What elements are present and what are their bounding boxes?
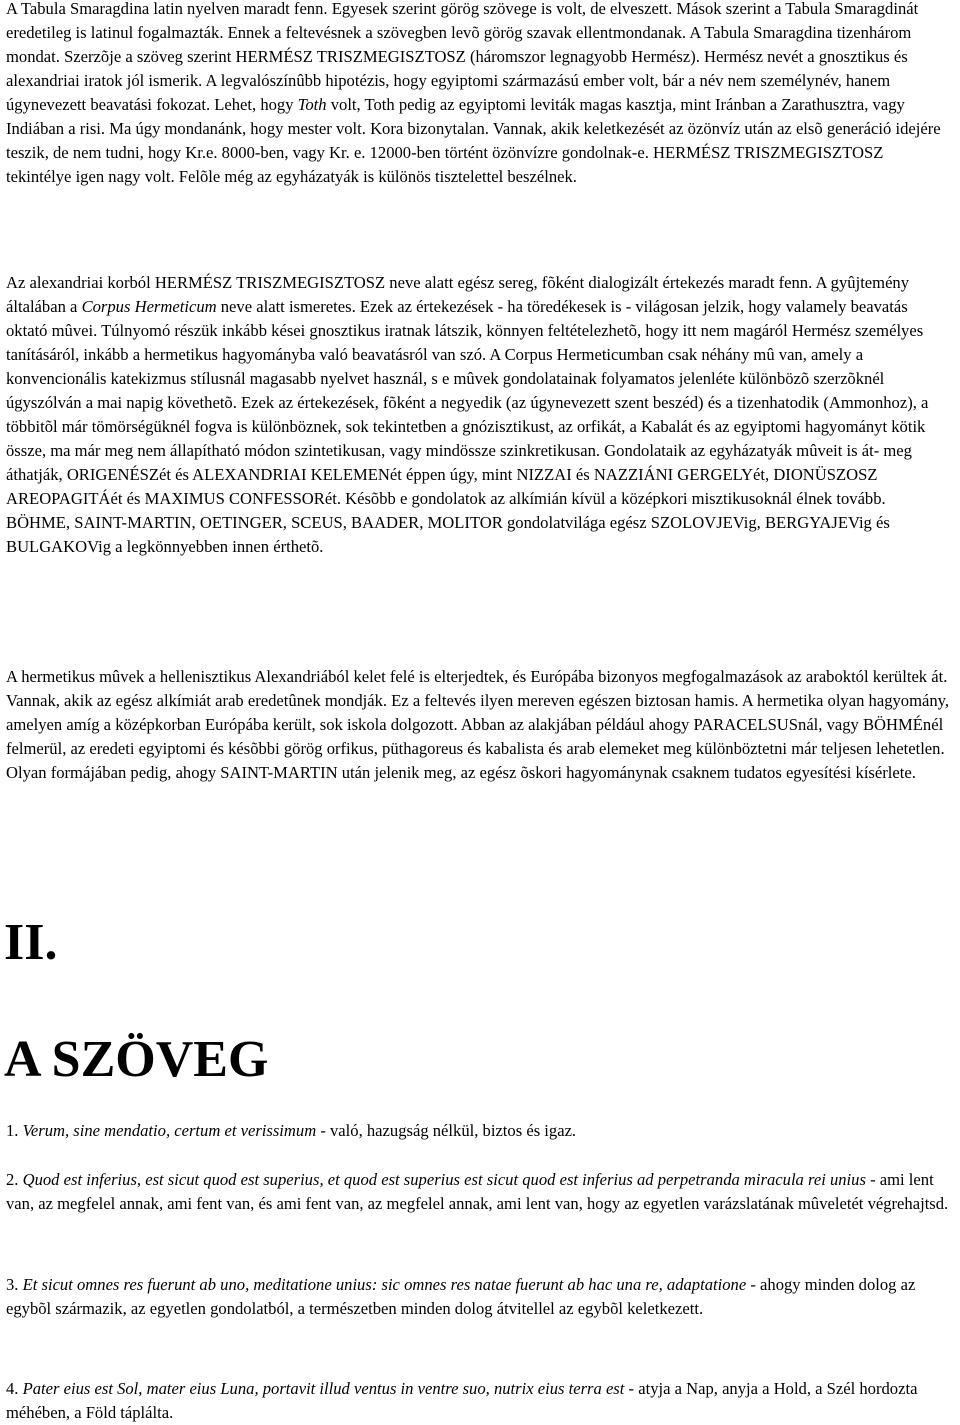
verse-translation: - atyja a Nap, anyja a Hold, a Szél hordozta méhében, a Föld táplálta.: [6, 1379, 918, 1422]
verse-item: [6, 1377, 950, 1425]
verse-translation: - való, hazugság nélkül, biztos és igaz.: [316, 1121, 577, 1140]
chapter-number: II.: [4, 914, 58, 971]
paragraph-text: A hermetikus mûvek a hellenisztikus Alexandriából kelet felé is elterjedtek, és Európába bizonyos megfogalmazások az araboktól kerültek át. Vannak, akik az egész alkímiát arab eredetûnek mondják. Ez a feltevés ilyen mereven egészen biztosan hamis. A hermetika olyan hagyomány, amelyen amíg a középkorban Európába került, sok iskola dolgozott. Abban az alakjában például ahogy PARACELSUSnál, vagy BÖHMÉnél felmerül, az eredeti egyiptomi és késõbbi görög orfikus, püthagoreus és kabalista és arab elemeket meg különböztetni már teljesen lehetetlen. Olyan formájában pedig, ahogy SAINT-MARTIN után jelenik meg, az egész õskori hagyománynak csaknem tudatos egyesítési kísérlete.: [6, 667, 950, 782]
verse-number: 2.: [6, 1170, 19, 1189]
paragraph-text: Az alexandriai korból HERMÉSZ TRISZMEGISZTOSZ neve alatt egész sereg, fõként dialogizált értekezés maradt fenn. A gyûjtemény általában a: [6, 273, 910, 316]
paragraph-corpus: [6, 271, 950, 559]
paragraph-text: A Tabula Smaragdina latin nyelven maradt fenn. Egyesek szerint görög szövege is volt, de elveszett. Mások szerint a Tabula Smaragdinát eredetileg is latinul fogalmazták. Ennek a feltevésnek a szövegben levõ görög szavak ellentmondanak. A Tabula Smaragdina tizenhárom mondat. Szerzõje a szöveg szerint HERMÉSZ TRISZMEGISZTOSZ (háromszor legnagyobb Hermész). Hermész nevét a gnosztikus és alexandriai iratok jól ismerik. A legvalószínûbb hipotézis, hogy egyiptomi származású ember volt, bár a név nem személynév, hanem úgynevezett beavatási fokozat. Lehet, hogy: [6, 0, 919, 114]
verse-latin: Et sicut omnes res fuerunt ab uno, meditatione unius: sic omnes res natae fuerunt ab hac una re, adaptatione: [22, 1275, 747, 1294]
verse-number: 4.: [6, 1379, 19, 1398]
paragraph-spread: [6, 665, 950, 785]
paragraph-intro: [6, 0, 950, 189]
verse-translation: - ami lent van, az megfelel annak, ami fent van, és ami fent van, az megfelel annak, ami lent van, hogy az egyetlen varázslatának mûveletét végrehajtsd.: [6, 1170, 949, 1213]
verse-translation: - ahogy minden dolog az egybõl származik, az egyetlen gondolatból, a természetben minden dolog átvitellel az egybõl keletkezett.: [6, 1275, 916, 1318]
verse-item: [6, 1273, 950, 1321]
paragraph-text: neve alatt ismeretes. Ezek az értekezések - ha töredékesek is - világosan jelzik, hogy valamely beavatás oktató mûvei. Túlnyomó részük inkább kései gnosztikus iratnak látszik, könnyen feltételezhetõ, hogy itt nem magáról Hermész személyes tanításáról, inkább a hermetikus hagyományba való beavatásról van szó. A Corpus Hermeticumban csak néhány mû van, amely a konvencionális katekizmus stílusnál magasabb nyelvet használ, s e mûvek gondolatainak folyamatos jelenléte különbözõ szerzõknél úgyszólván a mai napig követhetõ. Ezek az értekezések, fõként a negyedik (az úgynevezett szent beszéd) és a tizenhatodik (Ammonhoz), a többitõl már tömörségüknél fogva is különböznek, sok tekintetben a gnózisztikust, az orfikát, a Kabalát és az egyiptomi hagyományt kötik össze, ma már meg nem állapítható módon szintetikusan, vagy mindössze szinkretikusan. Gondolataik az egyházatyák mûveit is át- meg áthatják, ORIGENÉSZét és ALEXANDRIAI KELEMENét éppen úgy, mint NIZZAI és NAZZIÁNI GERGELYét, DIONÜSZOSZ AREOPAGITÁét és MAXIMUS CONFESSORét. Késõbb e gondolatok az alkímián kívül a középkori misztikusoknál élnek tovább. BÖHME, SAINT-MARTIN, OETINGER, SCEUS, BAADER, MOLITOR gondolatvilága egész SZOLOVJEVig, BERGYAJEVig és BULGAKOVig a legkönnyebben innen érthetõ.: [6, 297, 929, 556]
paragraph-text: volt, Toth pedig az egyiptomi leviták magas kasztja, mint Iránban a Zarathusztra, vagy Indiában a risi. Ma úgy mondanánk, hogy mester volt. Kora bizonytalan. Vannak, akik keletkezését az özönvíz után az elsõ generáció idejére teszik, de nem tudni, hogy Kr.e. 8000-ben, vagy Kr. e. 12000-ben történt özönvízre gondolnak-e. HERMÉSZ TRISZMEGISZTOSZ tekintélye igen nagy volt. Felõle még az egyházatyák is különös tisztelettel beszélnek.: [6, 95, 941, 186]
italic-term: Toth: [297, 95, 327, 114]
verse-latin: Verum, sine mendatio, certum et verissimum: [22, 1121, 317, 1140]
italic-term: Corpus Hermeticum: [81, 297, 217, 316]
verse-latin: Pater eius est Sol, mater eius Luna, portavit illud ventus in ventre suo, nutrix eius terra est: [22, 1379, 625, 1398]
chapter-title: A SZÖVEG: [4, 1031, 269, 1088]
verse-item: [6, 1119, 950, 1143]
verse-number: 1.: [6, 1121, 19, 1140]
verse-item: [6, 1168, 950, 1216]
verse-number: 3.: [6, 1275, 19, 1294]
verse-latin: Quod est inferius, est sicut quod est superius, et quod est superius est sicut quod est inferius ad perpetranda miracula rei unius: [22, 1170, 866, 1189]
